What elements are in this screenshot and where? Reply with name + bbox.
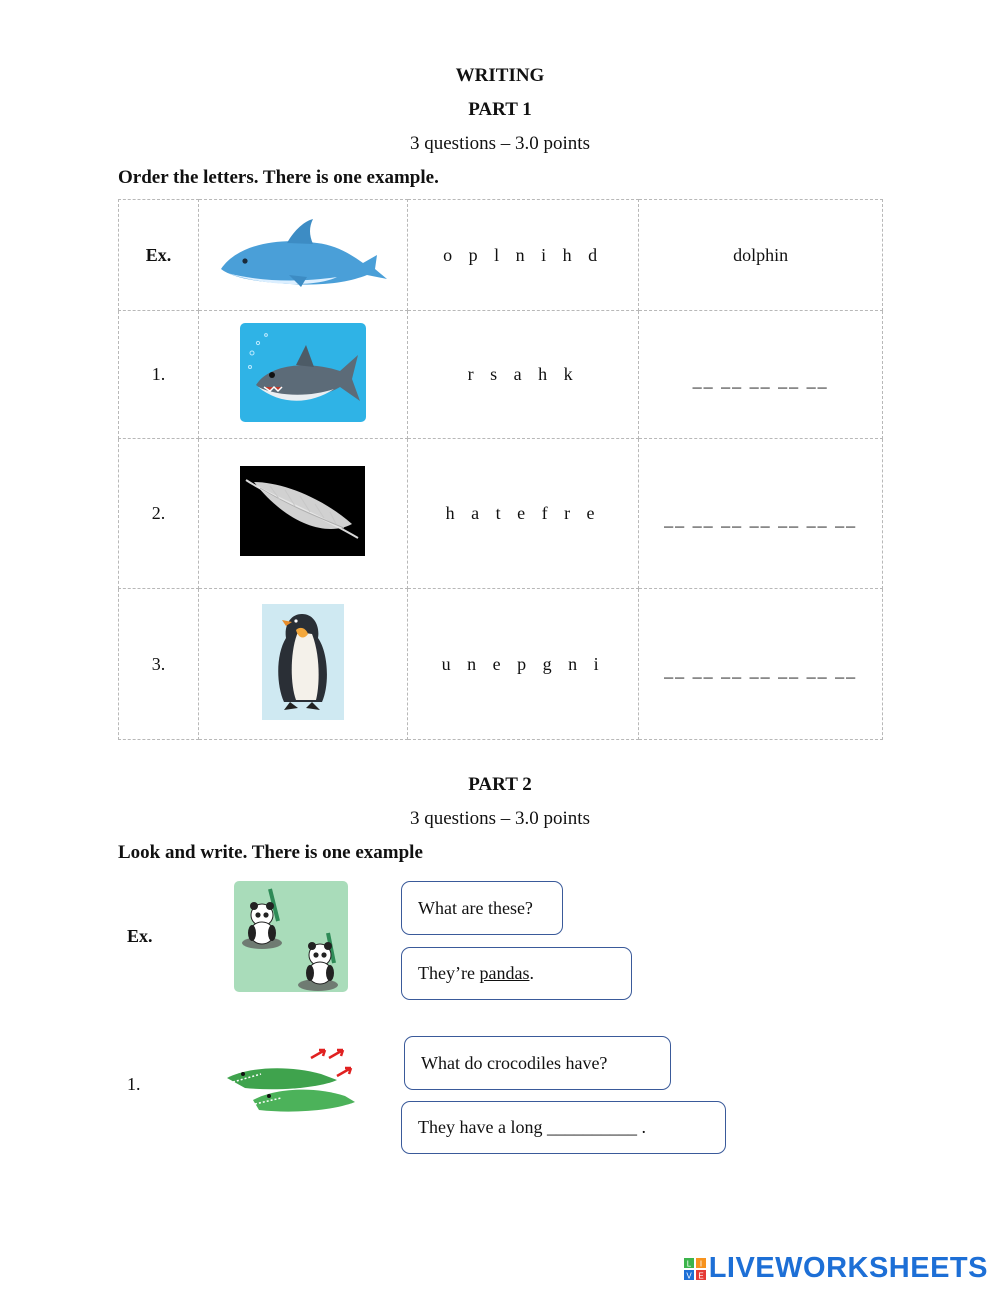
question-1-bubble [404, 1036, 671, 1090]
answer-blanks[interactable] [639, 589, 883, 740]
part1-points: 3 questions – 3.0 points [410, 133, 590, 154]
dolphin-picture [198, 200, 407, 311]
example-answer-suffix: . [529, 963, 534, 983]
svg-text:I: I [699, 1259, 702, 1268]
scrambled-letters: r s a h k [407, 311, 639, 439]
scrambled-letters: h a t e f r e [407, 439, 639, 589]
table-row [119, 200, 883, 311]
answer-blanks[interactable] [639, 311, 883, 439]
penguin-icon [262, 604, 344, 720]
logo-text: LIVEWORKSHEETS [708, 1252, 988, 1284]
answer-blanks[interactable] [639, 439, 883, 589]
scrambled-letters: u n e p g n i [407, 589, 639, 740]
svg-text:E: E [698, 1271, 704, 1280]
svg-text:V: V [686, 1271, 692, 1280]
answer-blanks-text: __ __ __ __ __ [692, 370, 829, 390]
example-answer-word: pandas [479, 963, 530, 983]
answer-1-bubble[interactable] [401, 1101, 726, 1154]
part2-points: 3 questions – 3.0 points [410, 808, 590, 829]
feather-icon [240, 466, 365, 556]
answer-blanks-text: __ __ __ __ __ __ __ [664, 509, 858, 529]
feather-picture [198, 439, 407, 589]
part1-title: PART 1 [468, 99, 532, 120]
svg-text:L: L [686, 1259, 691, 1268]
row-number: Ex. [119, 200, 199, 311]
example-question: What are these? [418, 897, 533, 918]
row-number: 1. [119, 311, 199, 439]
panda-icon [234, 881, 348, 992]
table-row [119, 439, 883, 589]
answer-1-text: They have a long __________ . [418, 1117, 646, 1137]
question-1-label: 1. [127, 1074, 141, 1094]
shark-icon [240, 323, 366, 422]
penguin-picture [198, 589, 407, 740]
row-number: 3. [119, 589, 199, 740]
shark-picture [198, 311, 407, 439]
crocodile-icon [225, 1044, 357, 1122]
answer-blanks-text: __ __ __ __ __ __ __ [664, 659, 858, 680]
table-row [119, 589, 883, 740]
part1-table [118, 199, 883, 740]
example-label: Ex. [127, 926, 153, 946]
logo-tiles-icon [684, 1258, 706, 1280]
page-title: WRITING [455, 65, 545, 86]
crocodiles-picture [225, 1044, 357, 1127]
part2-title: PART 2 [468, 774, 532, 795]
part1-instruction: Order the letters. There is one example. [118, 167, 439, 188]
pandas-picture [234, 881, 348, 997]
question-1-text: What do crocodiles have? [421, 1052, 608, 1073]
dolphin-icon [217, 217, 389, 289]
table-row [119, 311, 883, 439]
example-answer-prefix: They’re [418, 963, 480, 983]
row-number: 2. [119, 439, 199, 589]
answer: dolphin [639, 200, 883, 311]
part2-instruction: Look and write. There is one example [118, 842, 423, 863]
liveworksheets-logo [684, 1252, 988, 1285]
example-question-bubble [401, 881, 563, 935]
scrambled-letters: o p l n i h d [407, 200, 639, 311]
example-answer-bubble [401, 947, 632, 1000]
